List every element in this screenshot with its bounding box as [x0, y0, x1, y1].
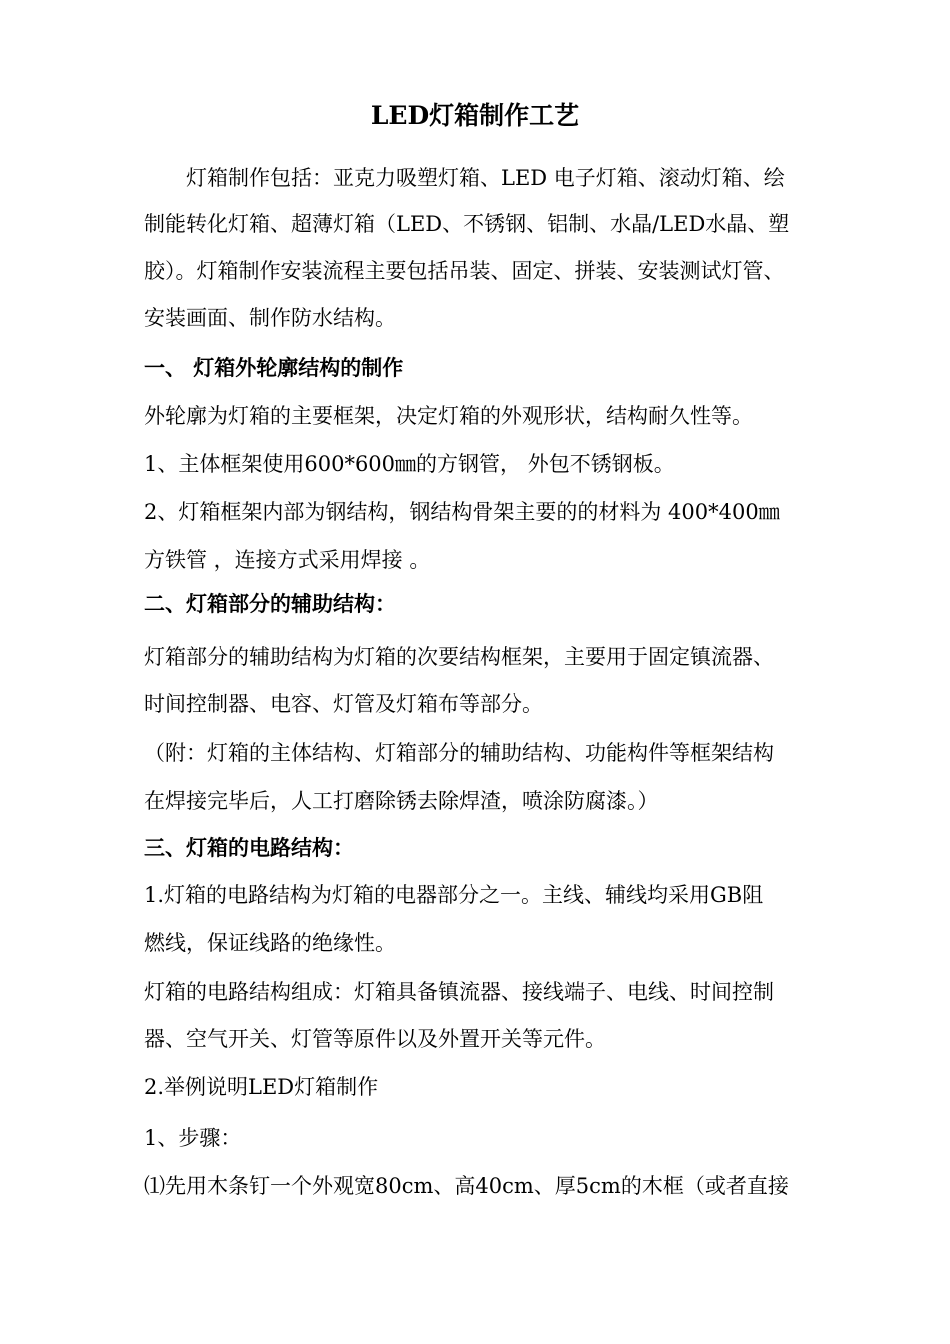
paragraph-line: 制能转化灯箱、超薄灯箱（LED、不锈钢、铝制、水晶/LED水晶、塑: [144, 212, 790, 236]
paragraph-line: （附：灯箱的主体结构、灯箱部分的辅助结构、功能构件等框架结构: [144, 741, 774, 765]
paragraph-line: 1、主体框架使用600*600㎜的方钢管， 外包不锈钢板。: [144, 452, 675, 476]
paragraph-line: 胶）。灯箱制作安装流程主要包括吊装、固定、拼装、安装测试灯管、: [144, 259, 785, 283]
paragraph-line: 在焊接完毕后，人工打磨除锈去除焊渣，喷涂防腐漆。）: [144, 789, 659, 813]
example-heading: 2.举例说明LED灯箱制作: [144, 1075, 379, 1099]
paragraph-line: ⑴先用木条钉一个外观宽80cm、高40cm、厚5cm的木框（或者直接: [144, 1174, 789, 1198]
paragraph-line: 2、灯箱框架内部为钢结构，钢结构骨架主要的的材料为 400*400㎜: [144, 500, 780, 524]
steps-heading: 1、步骤：: [144, 1126, 242, 1150]
paragraph-line: 安装画面、制作防水结构。: [144, 306, 396, 330]
section-heading-3: 三、灯箱的电路结构：: [144, 835, 354, 860]
paragraph-line: 1.灯箱的电路结构为灯箱的电器部分之一。主线、辅线均采用GB阻: [144, 883, 764, 907]
paragraph-line: 燃线，保证线路的绝缘性。: [144, 931, 396, 955]
paragraph-line: 方铁管 ，连接方式采用焊接 。: [144, 548, 431, 572]
paragraph-line: 器、空气开关、灯管等原件以及外置开关等元件。: [144, 1027, 606, 1051]
document-title: LED灯箱制作工艺: [370, 101, 580, 130]
paragraph-line: 灯箱部分的辅助结构为灯箱的次要结构框架，主要用于固定镇流器、: [144, 645, 774, 669]
section-heading-2: 二、灯箱部分的辅助结构：: [144, 591, 396, 616]
paragraph-line: 灯箱制作包括：亚克力吸塑灯箱、LED 电子灯箱、滚动灯箱、绘: [186, 166, 785, 190]
paragraph-line: 灯箱的电路结构组成：灯箱具备镇流器、接线端子、电线、时间控制: [144, 980, 774, 1004]
section-heading-1: 一、 灯箱外轮廓结构的制作: [144, 355, 404, 380]
paragraph-line: 时间控制器、电容、灯管及灯箱布等部分。: [144, 692, 543, 716]
paragraph-line: 外轮廓为灯箱的主要框架，决定灯箱的外观形状，结构耐久性等。: [144, 404, 753, 428]
